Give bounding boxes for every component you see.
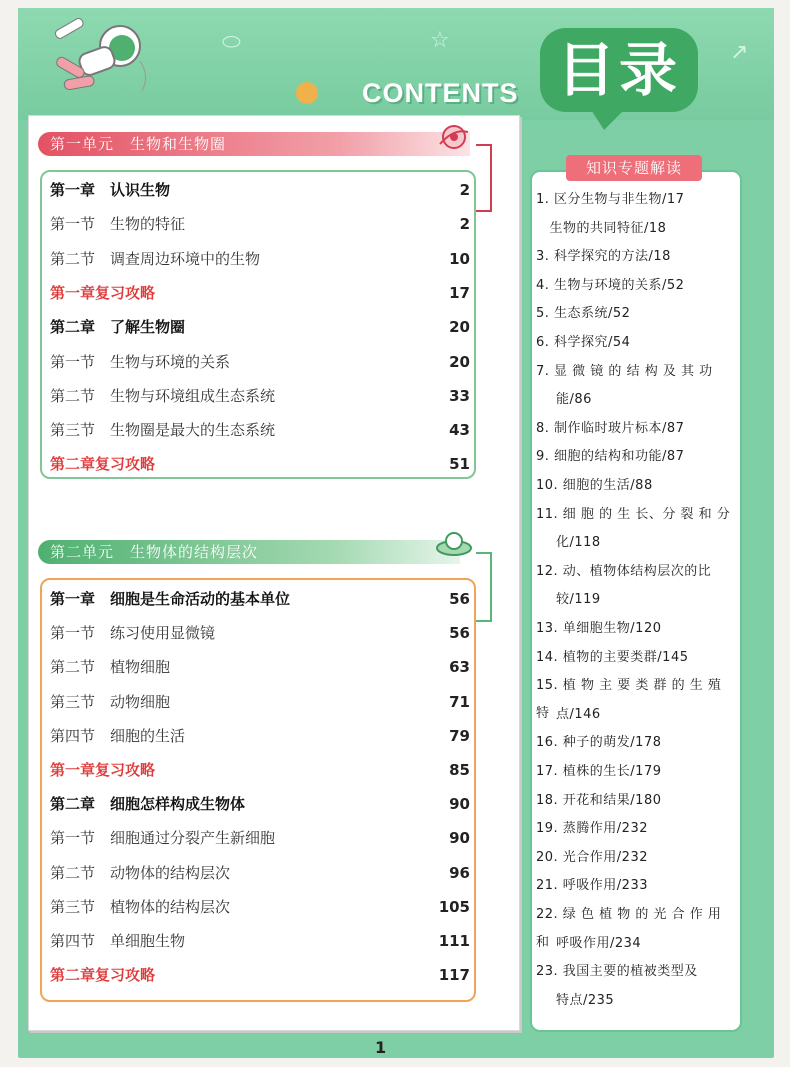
review-row[interactable] [50, 753, 470, 787]
knowledge-item[interactable]: 5. 生态系统/52 [536, 306, 631, 322]
planet-icon [296, 82, 318, 104]
toc-label: 第二节 生物与环境组成生态系统 [50, 386, 276, 405]
review-row[interactable] [50, 276, 470, 310]
toc-page-number: 105 [438, 897, 470, 916]
toc-page-number: 33 [449, 386, 470, 405]
section-row[interactable] [50, 650, 470, 684]
knowledge-item[interactable]: 16. 种子的萌发/178 [536, 735, 662, 751]
toc-label: 第二节 动物体的结构层次 [50, 863, 231, 882]
astronaut-icon [42, 16, 152, 111]
section-row[interactable] [50, 890, 470, 924]
toc-label: 第一章复习攻略 [50, 283, 156, 302]
knowledge-item[interactable]: 9. 细胞的结构和功能/87 [536, 449, 685, 465]
toc-page-number: 20 [449, 318, 470, 337]
toc-page-number: 71 [449, 692, 470, 711]
toc-label: 第三节 植物体的结构层次 [50, 897, 231, 916]
toc-page-number: 56 [449, 590, 470, 608]
toc-page-number: 20 [449, 352, 470, 371]
unit-1-banner: 第一单元 生物和生物圈 [38, 132, 470, 156]
section-row[interactable] [50, 379, 470, 413]
knowledge-item[interactable]: 19. 蒸腾作用/232 [536, 821, 648, 837]
toc-label: 第四节 细胞的生活 [50, 726, 186, 745]
toc-label: 第三节 生物圈是最大的生态系统 [50, 421, 276, 440]
toc-label: 第三节 动物细胞 [50, 692, 171, 711]
section-row[interactable] [50, 821, 470, 855]
toc-page-number: 117 [438, 966, 470, 985]
toc-page-number: 56 [449, 624, 470, 643]
chapter-row[interactable] [50, 582, 470, 616]
connector-line [476, 552, 492, 622]
page-title: 目录 [540, 28, 698, 112]
knowledge-item[interactable]: 呼吸作用/234 [556, 935, 642, 951]
section-row[interactable] [50, 719, 470, 753]
toc-page-number: 79 [449, 726, 470, 745]
toc-page-number: 10 [449, 249, 470, 268]
knowledge-item[interactable]: 特点/235 [556, 992, 615, 1008]
knowledge-item[interactable]: 较/119 [556, 592, 601, 608]
section-row[interactable] [50, 856, 470, 890]
toc-page-number: 111 [438, 932, 470, 950]
toc-label: 第二章 了解生物圈 [50, 318, 186, 337]
knowledge-item[interactable]: 22. 绿 色 植 物 的 光 合 作 用 和 [536, 907, 722, 950]
toc-page-number: 43 [449, 421, 470, 440]
contents-heading: CONTENTS [362, 78, 519, 108]
toc-page-number: 17 [449, 283, 470, 302]
knowledge-item[interactable]: 生物的共同特征/18 [536, 220, 667, 236]
section-row[interactable] [50, 207, 470, 241]
speech-tail [590, 108, 626, 130]
toc-page-number: 90 [449, 829, 470, 848]
unit-2-banner: 第二单元 生物体的结构层次 [38, 540, 460, 564]
toc-label: 第二节 调查周边环境中的生物 [50, 249, 261, 268]
section-row[interactable] [50, 924, 470, 958]
toc-page-number: 2 [459, 181, 470, 199]
section-row[interactable] [50, 242, 470, 276]
page-number: 1 [375, 1038, 387, 1057]
section-row[interactable] [50, 413, 470, 447]
toc-label: 第二章复习攻略 [50, 966, 156, 985]
section-row[interactable] [50, 685, 470, 719]
toc-page-number: 96 [449, 863, 470, 882]
star-doodle-icon: ☆ [430, 28, 450, 53]
knowledge-item[interactable]: 8. 制作临时玻片标本/87 [536, 420, 685, 436]
toc-label: 第二章复习攻略 [50, 455, 156, 474]
knowledge-item[interactable]: 化/118 [556, 535, 601, 551]
knowledge-item[interactable]: 1. 区分生物与非生物/17 [536, 192, 685, 207]
chapter-row[interactable] [50, 310, 470, 344]
toc-page-number: 85 [449, 761, 470, 779]
toc-page-number: 51 [449, 455, 470, 474]
toc-label: 第二节 植物细胞 [50, 658, 171, 677]
knowledge-item[interactable]: 14. 植物的主要类群/145 [536, 649, 689, 665]
knowledge-item[interactable]: 21. 呼吸作用/233 [536, 878, 648, 894]
knowledge-item[interactable]: 20. 光合作用/232 [536, 849, 648, 865]
knowledge-item[interactable]: 15. 植 物 主 要 类 群 的 生 殖 特 [536, 678, 722, 722]
toc-label: 第一章 细胞是生命活动的基本单位 [50, 590, 291, 608]
knowledge-item[interactable]: 能/86 [556, 392, 592, 408]
toc-label: 第二章 细胞怎样构成生物体 [50, 795, 246, 814]
knowledge-item[interactable]: 4. 生物与环境的关系/52 [536, 277, 685, 293]
knowledge-item[interactable]: 18. 开花和结果/180 [536, 792, 662, 808]
toc-page-number: 63 [449, 658, 470, 677]
toc-label: 第一节 细胞通过分裂产生新细胞 [50, 829, 276, 848]
review-row[interactable] [50, 958, 470, 992]
review-row[interactable] [50, 447, 470, 481]
toc-label: 第一章复习攻略 [50, 761, 156, 779]
knowledge-item[interactable]: 3. 科学探究的方法/18 [536, 249, 671, 265]
toc-page-number: 90 [449, 795, 470, 814]
toc-label: 第四节 单细胞生物 [50, 932, 186, 950]
knowledge-item[interactable]: 11. 细 胞 的 生 长、分 裂 和 分 [536, 506, 731, 522]
toc-label: 第一节 生物的特征 [50, 215, 186, 234]
connector-line [476, 144, 492, 212]
ufo-badge-icon [434, 526, 474, 562]
knowledge-item[interactable]: 23. 我国主要的植被类型及 [536, 964, 698, 980]
toc-page-number: 2 [459, 215, 470, 234]
section-row[interactable] [50, 616, 470, 650]
chapter-row[interactable] [50, 173, 470, 207]
rocket-doodle-icon: ↗ [730, 40, 749, 65]
knowledge-item[interactable]: 17. 植株的生长/179 [536, 764, 662, 779]
chapter-row[interactable] [50, 787, 470, 821]
knowledge-item[interactable]: 12. 动、植物体结构层次的比 [536, 563, 712, 579]
toc-label: 第一节 练习使用显微镜 [50, 624, 216, 643]
knowledge-item[interactable]: 点/146 [556, 706, 601, 722]
toc-label: 第一章 认识生物 [50, 181, 171, 199]
ufo-doodle-icon: ⬭ [222, 30, 241, 55]
knowledge-item[interactable]: 10. 细胞的生活/88 [536, 478, 653, 493]
knowledge-item[interactable]: 13. 单细胞生物/120 [536, 621, 662, 636]
knowledge-title: 知识专题解读 [566, 155, 702, 181]
planet-badge-icon [436, 120, 472, 154]
knowledge-item[interactable]: 6. 科学探究/54 [536, 335, 631, 350]
section-row[interactable] [50, 345, 470, 379]
toc-label: 第一节 生物与环境的关系 [50, 352, 231, 371]
knowledge-item[interactable]: 7. 显 微 镜 的 结 构 及 其 功 [536, 363, 713, 379]
